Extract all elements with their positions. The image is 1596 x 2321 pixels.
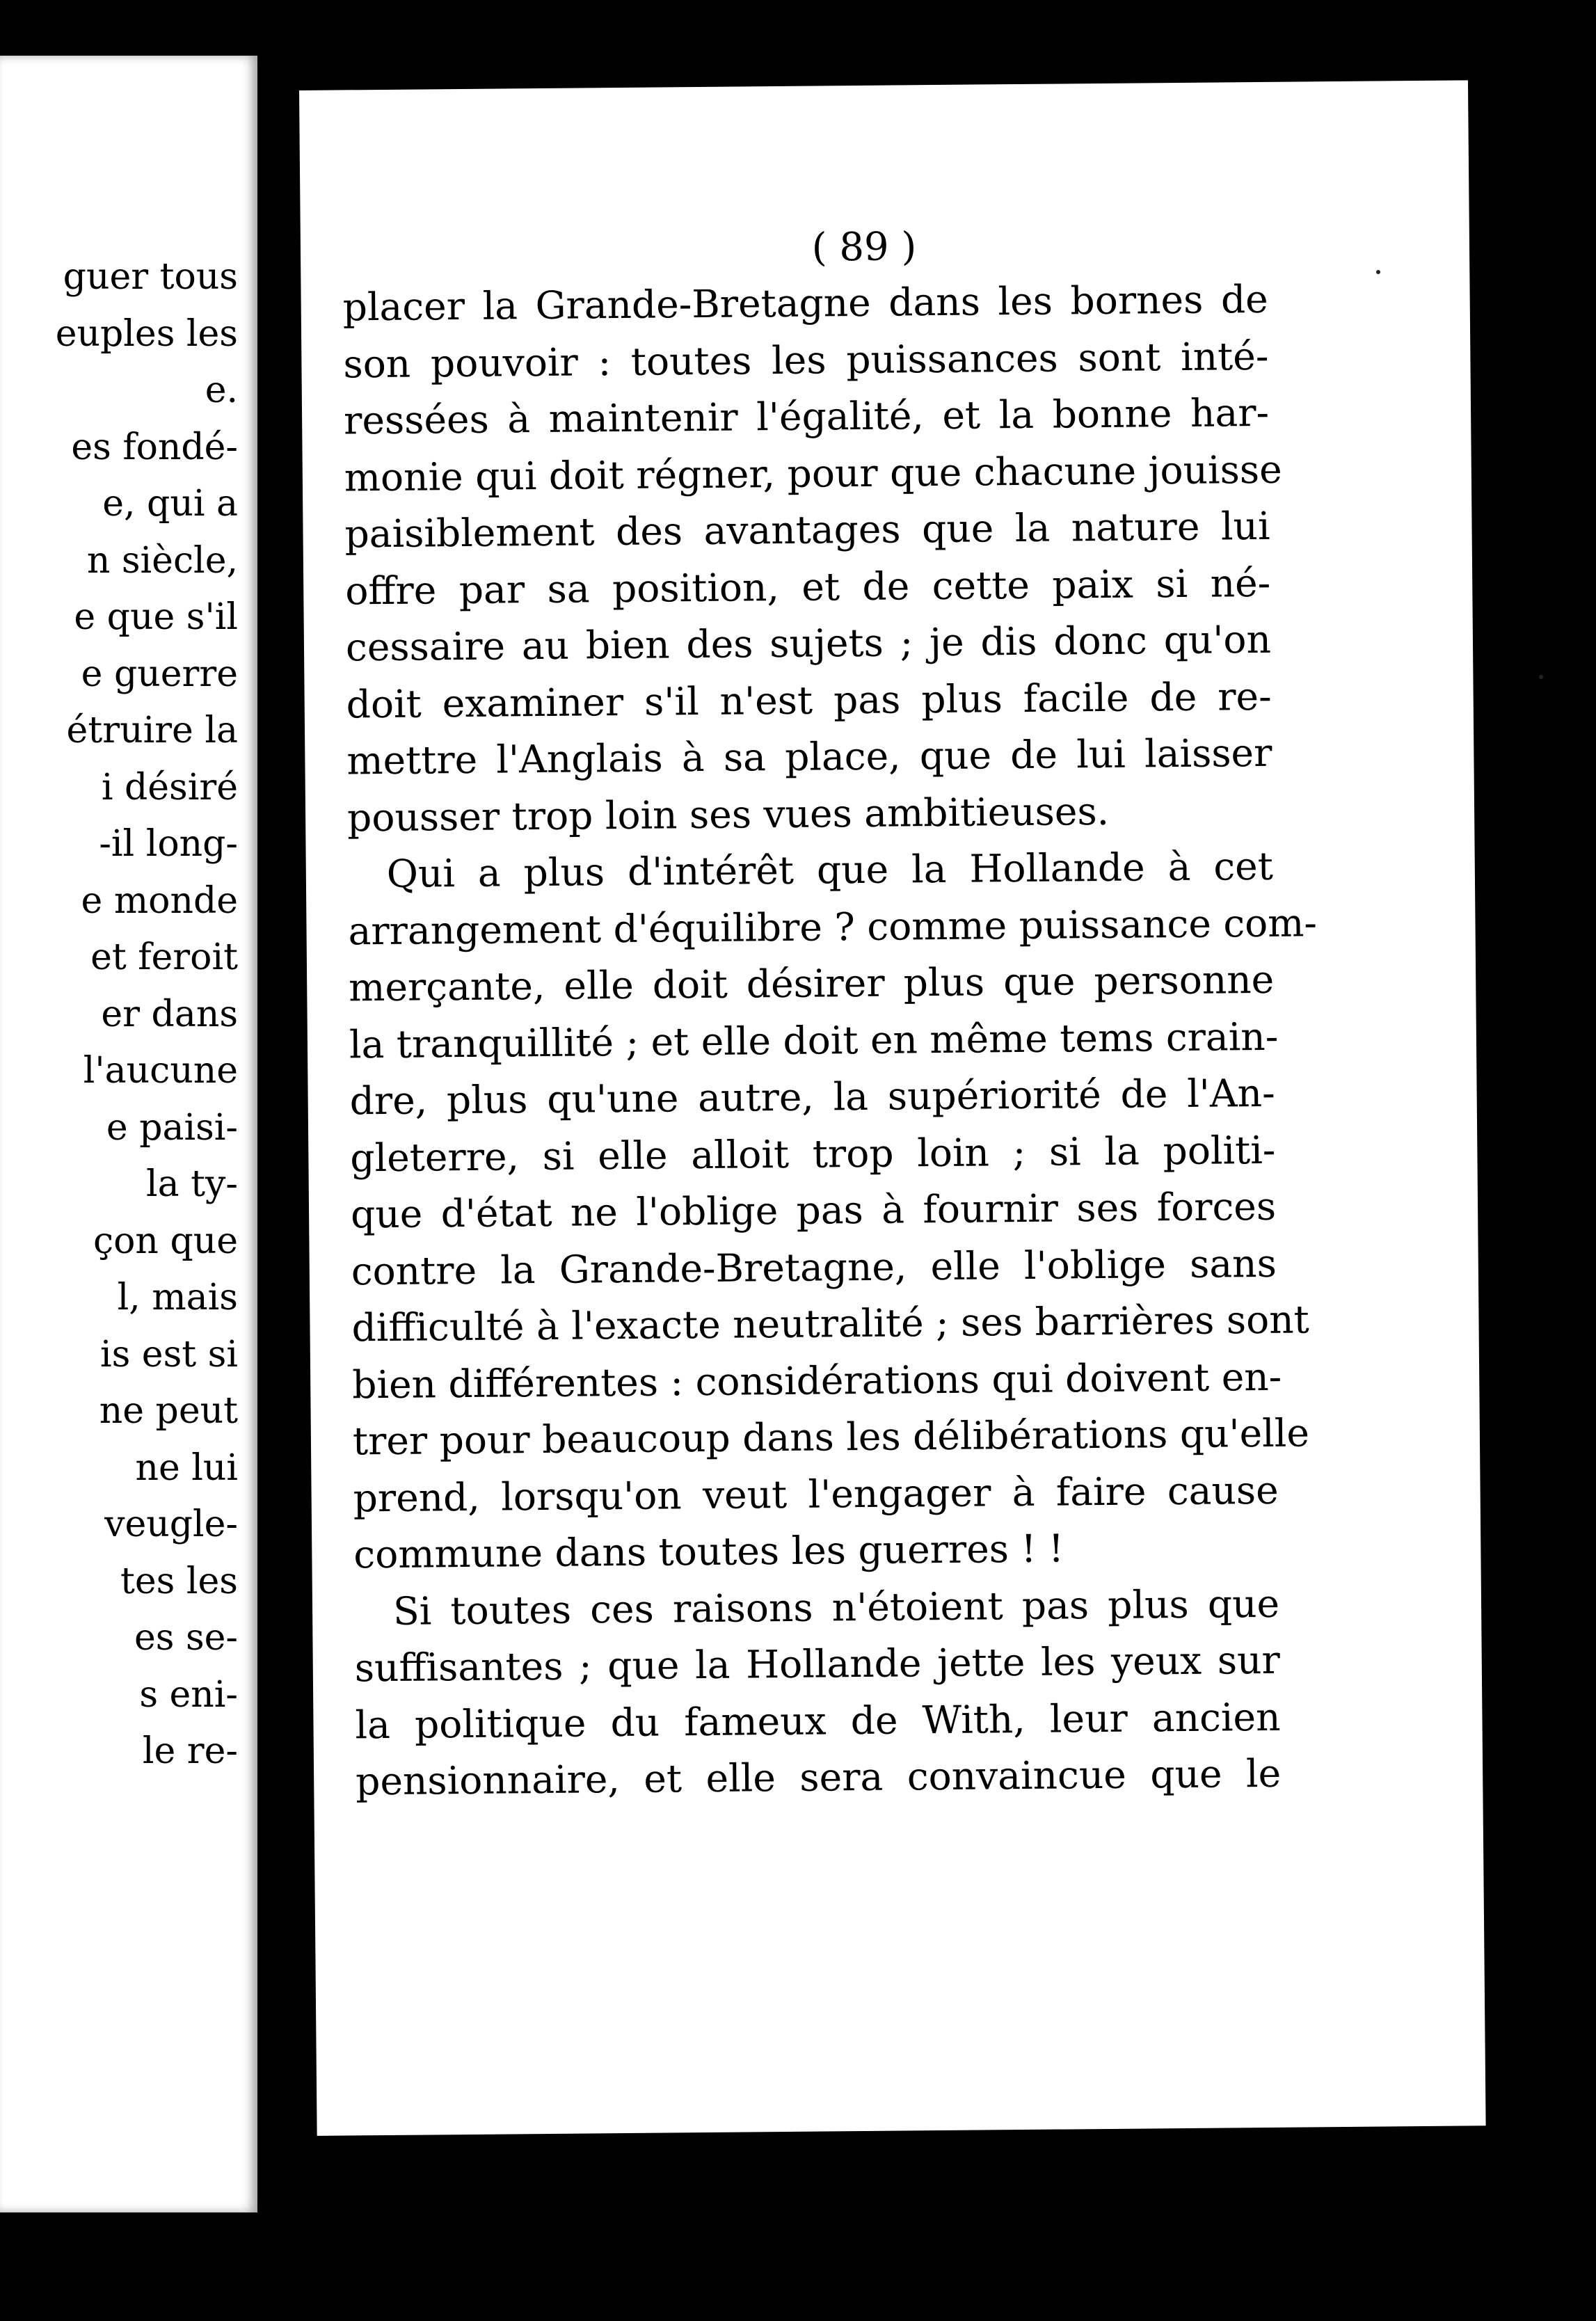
left-text-line: es se- [134,1617,238,1659]
left-text-line: guer tous [63,256,238,298]
scan-speck [1376,270,1380,274]
text-line: la tranquillité ; et elle doit en même tems crain- [349,1014,1279,1067]
left-text-line: euples les [55,312,238,355]
text-line: arrangement d'équilibre ? comme puissance com- [348,900,1318,953]
text-line: monie qui doit régner, pour que chacune jouisse [344,447,1282,500]
left-page-text [56,249,238,1837]
left-text-line: veugle- [104,1504,238,1545]
text-line: commune dans toutes les guerres ! ! [353,1526,1064,1577]
text-line: paisiblement des avantages que la nature lui [344,503,1270,557]
body-text [342,271,1318,1810]
left-text-line: l, mais [117,1277,238,1318]
text-line: trer pour beaucoup dans les délibérations qu'elle [352,1410,1310,1464]
text-line: cessaire au bien des sujets ; je dis donc qu'on [345,616,1272,670]
text-line: ressées à maintenir l'égalité, et la bonne har- [343,390,1270,443]
text-line: mettre l'Anglais à sa place, que de lui laisser [346,730,1272,783]
left-text-line: et feroit [90,936,238,978]
text-line: placer la Grande-Bretagne dans les bornes de [342,276,1268,330]
left-text-line: l'aucune [83,1050,238,1092]
text-line: que d'état ne l'oblige pas à fournir ses forces [350,1183,1277,1237]
left-text-line: s eni- [139,1673,238,1716]
left-text-line: la ty- [145,1163,238,1205]
page-number: ( 89 ) [811,224,917,271]
text-line: pensionnaire, et elle sera convaincue que le [355,1750,1282,1804]
text-line: Si toutes ces raisons n'étoient pas plus que [392,1581,1280,1634]
text-line: Qui a plus d'intérêt que la Hollande à cet [386,843,1274,896]
text-line: son pouvoir : toutes les puissances sont inté- [343,333,1269,386]
scan-speck [1539,675,1543,679]
left-text-line: e monde [81,879,238,922]
left-text-line: étruire la [66,710,238,751]
right-page [299,80,1486,2136]
text-line: gleterre, si elle alloit trop loin ; si la politi- [350,1127,1276,1180]
text-line: suffisantes ; que la Hollande jette les yeux sur [354,1637,1281,1691]
left-text-line: e. [205,369,238,411]
left-facing-page [0,56,257,2212]
left-text-line: is est si [99,1333,238,1375]
left-text-line: e guerre [81,653,238,695]
left-text-line: er dans [101,993,238,1035]
left-text-line: es fondé- [71,426,238,468]
text-line: bien différentes : considérations qui doivent en- [351,1354,1282,1407]
text-line: contre la Grande-Bretagne, elle l'oblige sans [351,1241,1277,1293]
left-text-line: ne peut [99,1390,238,1432]
left-text-line: ne lui [135,1446,238,1489]
left-text-line: e paisi- [106,1106,238,1149]
text-line: offre par sa position, et de cette paix si né- [344,560,1271,613]
text-line: prend, lorsqu'on veut l'engager à faire cause [353,1467,1279,1520]
left-text-line: le re- [142,1730,238,1772]
left-text-line: e que s'il [74,596,238,638]
left-text-line: i désiré [101,766,238,808]
text-line: doit examiner s'il n'est pas plus facile de re- [346,673,1272,726]
text-line: pousser trop loin ses vues ambitieuses. [346,788,1110,840]
left-text-line: tes les [120,1560,238,1602]
left-text-line: e, qui a [102,483,238,525]
left-text-line: -il long- [99,823,238,865]
text-line: merçante, elle doit désirer plus que personne [348,957,1275,1010]
text-line: la politique du fameux de With, leur ancien [355,1694,1281,1747]
book-spine [257,42,299,2268]
left-text-line: çon que [93,1220,238,1262]
text-line: difficulté à l'exacte neutralité ; ses barrières sont [351,1297,1309,1350]
text-line: dre, plus qu'une autre, la supériorité de l'An- [349,1070,1275,1124]
left-text-line: n siècle, [86,539,238,582]
